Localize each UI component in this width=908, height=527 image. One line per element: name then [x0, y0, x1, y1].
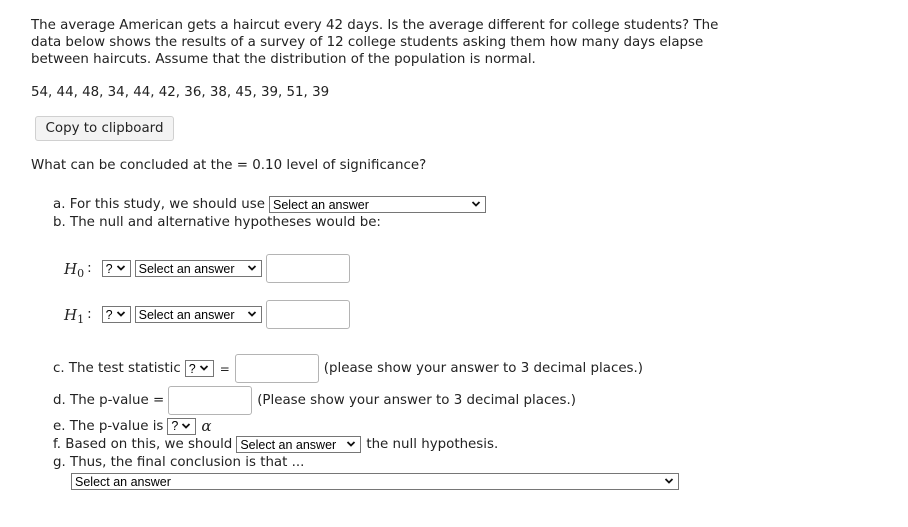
data-values: 54, 44, 48, 34, 44, 42, 36, 38, 45, 39, 51, 39 — [31, 85, 330, 100]
h1-parameter-select[interactable] — [102, 306, 131, 323]
decision-select[interactable] — [236, 436, 361, 453]
problem-paragraph: The average American gets a haircut every 42 days. Is the average different for college students? The data below shows the results of a survey of 12 college students asking them how many days elapse between haircuts. Assume that the distribution of the population is normal. — [31, 18, 719, 67]
question-text: What can be concluded at the = 0.10 level of significance? — [31, 158, 427, 173]
part-a-row — [53, 196, 486, 213]
h1-operator-select[interactable] — [135, 306, 262, 323]
chevron-down-icon — [247, 309, 257, 319]
h0-symbol: $H_0$ — [64, 259, 85, 280]
part-c-row — [53, 354, 643, 383]
chevron-down-icon — [664, 476, 674, 486]
test-statistic-select[interactable] — [185, 360, 214, 377]
h1-operator-select-value: Select an answer — [138, 307, 235, 322]
decision-select-value: Select an answer — [240, 437, 337, 452]
chevron-down-icon — [181, 421, 191, 431]
part-f-label: f. Based on this, we should — [53, 437, 233, 452]
chevron-down-icon — [116, 309, 126, 319]
h0-row — [64, 254, 350, 283]
p-value-comparison-select-value: ? — [171, 419, 179, 433]
conclusion-select-value: Select an answer — [75, 474, 171, 489]
h0-parameter-select[interactable] — [102, 260, 131, 277]
part-b-label: b. The null and alternative hypotheses would be: — [53, 215, 381, 230]
test-statistic-select-value: ? — [188, 361, 196, 376]
h0-value-input[interactable] — [266, 254, 350, 283]
chevron-down-icon — [346, 439, 356, 449]
h0-parameter-select-value: ? — [105, 261, 113, 276]
h1-symbol: $H_1$ — [64, 305, 85, 326]
part-d-label: d. The p-value = — [53, 393, 165, 408]
equals-sign: = — [219, 361, 230, 376]
test-type-select-value: Select an answer — [273, 197, 369, 212]
alpha-symbol: α — [201, 417, 212, 435]
p-value-input[interactable] — [168, 386, 252, 415]
copy-to-clipboard-button[interactable]: Copy to clipboard — [35, 116, 174, 141]
test-type-select[interactable] — [269, 196, 486, 213]
test-statistic-input[interactable] — [235, 354, 319, 383]
chevron-down-icon — [471, 199, 481, 209]
part-c-hint: (please show your answer to 3 decimal places.) — [323, 361, 644, 376]
h1-row — [64, 300, 350, 329]
h1-value-input[interactable] — [266, 300, 350, 329]
part-e-label: e. The p-value is — [53, 418, 164, 434]
h0-colon: : — [87, 261, 92, 276]
h1-colon: : — [87, 307, 92, 322]
h0-operator-select-value: Select an answer — [138, 261, 235, 276]
part-e-row — [53, 417, 212, 435]
h1-parameter-select-value: ? — [105, 307, 113, 322]
part-f-row — [53, 436, 498, 453]
h1-subscript: 1 — [77, 312, 85, 326]
part-d-hint: (Please show your answer to 3 decimal places.) — [257, 393, 576, 408]
chevron-down-icon — [116, 263, 126, 273]
part-g-label: g. Thus, the final conclusion is that ... — [53, 455, 305, 470]
part-f-suffix: the null hypothesis. — [366, 437, 499, 452]
h0-operator-select[interactable] — [135, 260, 262, 277]
h0-subscript: 0 — [77, 266, 85, 280]
p-value-comparison-select[interactable] — [167, 418, 196, 435]
conclusion-select[interactable] — [71, 473, 679, 490]
part-a-label: a. For this study, we should use — [53, 197, 266, 212]
part-d-row — [53, 386, 576, 415]
chevron-down-icon — [247, 263, 257, 273]
chevron-down-icon — [199, 363, 209, 373]
part-c-label: c. The test statistic — [53, 361, 181, 376]
